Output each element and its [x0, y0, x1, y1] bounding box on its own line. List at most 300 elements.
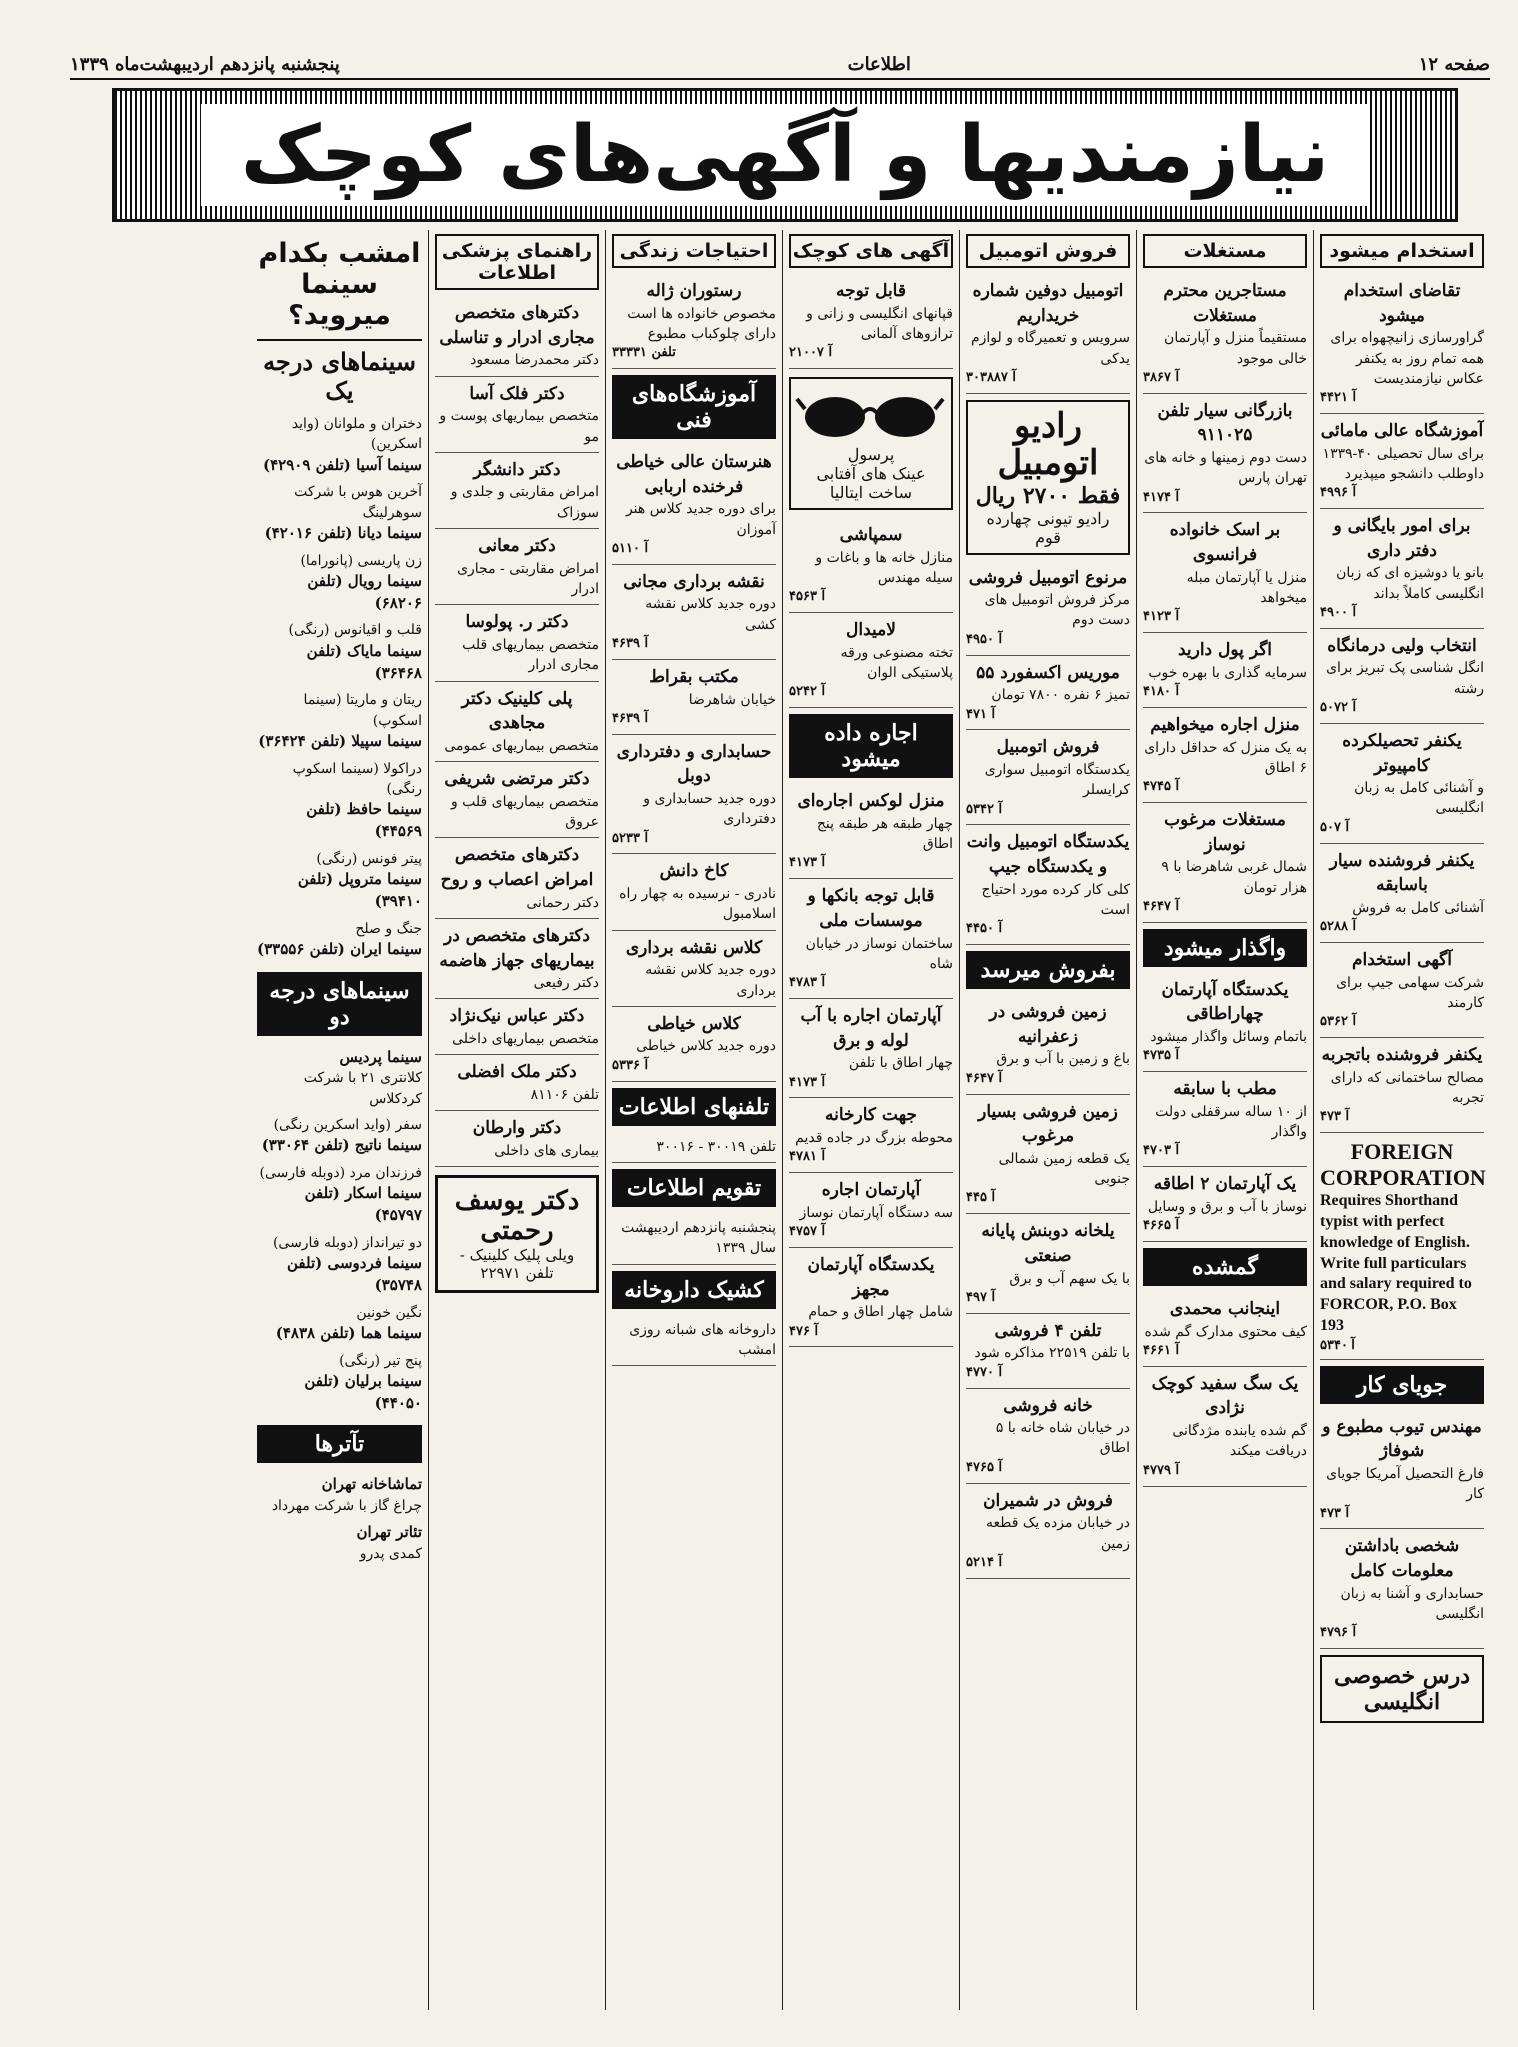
ad-text: منازل خانه ها و باغات و سیله مهندس: [815, 549, 953, 587]
cinema-listing: [257, 1300, 422, 1348]
doctor-listing: [435, 762, 599, 838]
ad-title: یکنفر تحصیلکرده کامپیوتر: [1342, 730, 1462, 776]
ad-ref: آ ۴۷۷۰: [966, 1364, 1003, 1380]
ad-text: بیماری های داخلی: [494, 1143, 599, 1159]
section-heading-job-seekers: جویای کار: [1320, 1366, 1484, 1404]
ad-ref: آ ۴۹۹۶: [1320, 485, 1357, 501]
cinema-listing: [257, 1044, 422, 1112]
doctor-listing: [435, 999, 599, 1055]
film-text: نگین خونین: [356, 1304, 422, 1321]
ad-title: مطب با سابقه: [1173, 1079, 1277, 1100]
ad-text: نادری - نرسیده به چهار راه اسلامبول: [619, 886, 776, 923]
film-text: دراکولا (سینما اسکوپ رنگی): [292, 760, 422, 797]
ad-ref: آ ۴۷۶۵: [966, 1459, 1003, 1475]
ad-ref: آ ۴۴۲۱: [1320, 390, 1357, 406]
section-heading-technical-schools: آموزشگاه‌های فنی: [612, 375, 776, 439]
classified-ad: [789, 879, 953, 999]
cinema-name: سینما مایاک (تلفن ۳۶۴۶۸): [306, 641, 422, 682]
doctor-listing: [435, 453, 599, 529]
ad-text: چهار اطاق با تلفن: [848, 1055, 953, 1072]
second-class-cinemas-heading: سینماهای درجه دو: [257, 972, 422, 1036]
ad-title: یلخانه دوبنش پایانه صنعتی: [981, 1221, 1115, 1266]
column-cinemas: [251, 230, 428, 2010]
ad-title: یکدستگاه اتومبیل وانت و یکدستگاه جیپ: [966, 832, 1130, 878]
column-small-ads: [782, 230, 959, 2010]
classified-ad: [612, 854, 776, 930]
ad-title: آپارتمان اجاره: [821, 1180, 921, 1201]
classified-ad: [1320, 1410, 1484, 1530]
ad-text: متخصص بیماریهای قلب مجاری ادرار: [462, 636, 599, 674]
cinema-name: سینما ناتیج (تلفن ۳۳۰۶۴): [261, 1136, 422, 1155]
page-header: [70, 50, 1490, 80]
column-heading: فروش اتومبیل: [966, 234, 1130, 268]
film-text: ریتان و ماریتا (سینما اسکوپ): [303, 692, 422, 729]
ad-title: یک سگ سفید کوچک نژادی: [1151, 1373, 1299, 1419]
classified-ad: [966, 1214, 1130, 1313]
ad-title: حسابداری و دفترداری دوبل: [616, 741, 772, 787]
ad-title: کاخ دانش: [659, 861, 729, 882]
ad-text: سه دستگاه آپارتمان نوساز: [799, 1204, 953, 1221]
banner-title: نیازمندیها و آگهی‌های کوچک: [201, 104, 1369, 206]
ad-title: دکتر عباس نیک‌نژاد: [449, 1006, 585, 1027]
ad-ref: آ ۴۶۴۷: [966, 1070, 1003, 1086]
ad-text: امراض مقاربتی و جلدی و سوزاک: [450, 484, 599, 521]
section-heading-lost: گمشده: [1143, 1248, 1307, 1286]
ad-ref: آ ۴۶۳۹: [612, 636, 649, 652]
calendar-entry: [612, 1213, 776, 1265]
doctor-listing: [435, 838, 599, 919]
newspaper-name: اطلاعات: [847, 53, 911, 75]
ad-title: قابل توجه: [836, 281, 906, 301]
cinema-listing: [257, 1160, 422, 1230]
ad-title: آموزشگاه عالی مامائی: [1320, 421, 1484, 442]
ad-title: درس خصوصی انگلیسی: [1334, 1663, 1470, 1716]
play-text: کمدی پدرو: [359, 1546, 422, 1563]
classified-ad: [966, 1389, 1130, 1484]
section-heading-phones: تلفنهای اطلاعات: [612, 1088, 776, 1126]
ad-text: شرکت سهامی جیپ برای کارمند: [1336, 974, 1484, 1011]
theater-name: تئاتر تهران: [356, 1523, 422, 1542]
ad-ref: آ ۵۳۳۶: [612, 1057, 649, 1073]
film-text: فرزندان مرد (دوبله فارسی): [259, 1164, 422, 1181]
ad-ref: آ ۴۶۴۷: [1143, 898, 1180, 914]
ad-text: سرویس و تعمیرگاه و لوازم یدکی: [970, 330, 1130, 367]
classified-ad: [612, 1007, 776, 1082]
ad-ref: آ ۴۱۲۳: [1143, 609, 1180, 625]
column-real-estate: [1136, 230, 1313, 2010]
ad-text: شمال غربی شاهرضا با ۹ هزار تومان: [1161, 859, 1307, 896]
ad-text: برای دوره جدید کلاس هنر آموزان: [625, 501, 776, 538]
ad-text: دکتر رحمانی: [526, 894, 599, 911]
ad-title: دکترهای متخصص در بیماریهای جهاز هاضمه: [439, 925, 595, 971]
doctor-name: دکتر یوسف رحمتی: [454, 1186, 580, 1247]
ad-ref: آ ۴۷۹۶: [1320, 1625, 1357, 1641]
film-text: دختران و ملوانان (واید اسکرین): [291, 416, 422, 453]
pharmacy-text: داروخانه های شبانه روزی امشب: [629, 1321, 776, 1358]
ad-ref: آ ۴۱۷۳: [789, 855, 826, 871]
ad-text: در خیابان شاه خانه با ۵ اطاق: [995, 1420, 1130, 1457]
ad-text: به یک منزل که حداقل دارای ۶ اطاق: [1144, 739, 1307, 776]
cinema-listing: [257, 479, 422, 547]
ad-title: یکدستگاه آپارتمان چهاراطاقی: [1161, 979, 1289, 1025]
ad-text: کلی کار کرده مورد احتیاج است: [981, 881, 1130, 919]
ad-title: دکترهای متخصص امراض اعصاب و روح: [440, 845, 594, 890]
film-text: پنج تیر (رنگی): [339, 1352, 422, 1369]
ad-text: باغ و زمین با آب و برق: [996, 1051, 1130, 1068]
ad-text: قپانهای انگلیسی و زانی و ترازوهای آلمانی: [806, 305, 953, 342]
ad-text: با یک سهم آب و برق: [1009, 1270, 1130, 1287]
ad-text: یکدستگاه اتومبیل سواری کرایسلر: [984, 762, 1130, 799]
classified-ad: [1143, 394, 1307, 514]
theater-listing: [257, 1519, 422, 1567]
classified-ad: [612, 274, 776, 369]
ad-ref: آ ۵۳۶۲: [1320, 1014, 1357, 1030]
ad-text: فارغ التحصیل آمریکا جویای کار: [1326, 1466, 1484, 1503]
classified-ad: [1143, 1167, 1307, 1242]
ad-title: آپارتمان اجاره با آب لوله و برق: [800, 1006, 942, 1051]
column-life-needs: [605, 230, 782, 2010]
classified-ad: [1320, 1529, 1484, 1649]
ad-ref: آ ۵۲۴۲: [789, 684, 826, 700]
cinema-name: سینما فردوسی (تلفن ۳۵۷۴۸): [287, 1254, 422, 1294]
film-text: آخرین هوس با شرکت سوهرلینگ: [294, 484, 422, 521]
classified-ad: [1143, 1292, 1307, 1367]
section-heading-transfer: واگذار میشود: [1143, 929, 1307, 967]
ad-title: یکنفر فروشنده باتجربه: [1321, 1045, 1483, 1066]
classified-ad: [1320, 943, 1484, 1038]
ad-text: متخصص بیماریهای قلب و عروق: [450, 793, 599, 831]
ad-title: مستغلات مرغوب نوساز: [1164, 810, 1286, 855]
ad-title: موریس اکسفورد ۵۵: [976, 662, 1120, 683]
ad-title: یکنفر فروشنده سیار باسابقه: [1329, 850, 1475, 896]
cinema-name: سینما سپیلا (تلفن ۳۶۴۲۴): [258, 731, 422, 750]
ad-title: اینجانب محمدی: [1169, 1299, 1281, 1320]
pharmacy-entry: [612, 1315, 776, 1367]
ad-text: متخصص بیماریهای پوست و مو: [439, 408, 599, 445]
section-heading-calendar: تقویم اطلاعات: [612, 1169, 776, 1207]
ad-ref: آ ۵۲۳۳: [612, 830, 649, 846]
classified-ad: [966, 995, 1130, 1094]
ad-text: و آشنائی کامل به زبان انگلیسی: [1354, 780, 1484, 817]
section-heading-for-sale: بفروش میرسد: [966, 951, 1130, 989]
classified-ad: [1320, 724, 1484, 844]
ad-title: قابل توجه بانکها و موسسات ملی: [807, 886, 935, 931]
ad-ref: آ ۵۳۴۲: [966, 801, 1003, 817]
classified-ad: [966, 656, 1130, 731]
ad-title: مرنوع اتومبیل فروشی: [968, 567, 1128, 588]
ad-ref: آ ۴۹۵۰: [966, 631, 1003, 647]
ad-text: دوره جدید کلاس نقشه برداری: [645, 962, 776, 999]
ad-ref: آ ۴۱۸۰: [1143, 684, 1180, 700]
classified-ad: [789, 1248, 953, 1347]
ad-ref: آ ۴۷۴۵: [1143, 779, 1180, 795]
newspaper-page: [70, 50, 1490, 2020]
ad-ref: آ ۴۷۵۷: [789, 1224, 826, 1240]
ad-ref: آ ۳۸۶۷: [1143, 369, 1180, 385]
ad-ref: آ ۴۵۶۳: [789, 589, 826, 605]
car-radio-title: رادیو اتومبیل: [997, 405, 1099, 484]
classified-ad: [1143, 803, 1307, 923]
classified-ad: [1143, 513, 1307, 633]
ad-ref: آ ۵۰۷: [1320, 819, 1350, 835]
doctor-details: ویلی پلیک کلینیک - تلفن ۲۲۹۷۱: [459, 1246, 575, 1283]
ad-title: دکتر وارطان: [472, 1118, 562, 1139]
classified-ad: [1320, 629, 1484, 724]
film-text: جنگ و صلح: [355, 920, 422, 937]
ad-title: اتومبیل دوفین شماره خریداریم: [972, 281, 1124, 326]
ad-ref: آ ۴۹۰۰: [1320, 604, 1357, 620]
ad-ref: تلفن ۳۳۳۳۱: [612, 345, 676, 361]
ad-text: نوساز با آب و برق و وسایل: [1147, 1198, 1307, 1215]
ad-title: خانه فروشی: [1003, 1395, 1093, 1416]
classified-ad: [966, 1095, 1130, 1215]
ad-text: خیابان شاهرضا: [688, 691, 776, 708]
classified-ad: [612, 735, 776, 855]
ad-title: منزل اجاره میخواهیم: [1150, 714, 1300, 735]
ad-ref: آ ۴۶۳۹: [612, 710, 649, 726]
column-heading: احتیاجات زندگی: [612, 234, 776, 268]
foreign-ad-body: Requires Shorthand typist with perfect knowledge of English. Write full particulars and salary required to FORCOR, P.O. Box 193: [1320, 1192, 1472, 1334]
doctor-listing: [435, 296, 599, 377]
classified-ad: [789, 999, 953, 1098]
page-number: صفحه ۱۲: [1418, 53, 1490, 75]
ad-title: مستاجرین محترم مستغلات: [1163, 281, 1287, 326]
phone-text: تلفن ۳۰۰۱۹ - ۳۰۰۱۶: [656, 1138, 776, 1155]
ad-title: تلفن ۴ فروشی: [994, 1320, 1102, 1341]
doctor-listing: [435, 1055, 599, 1111]
ad-ref: آ ۴۱۷۴: [1143, 489, 1180, 505]
cinema-name: سینما آسیا (تلفن ۴۲۹۰۹): [262, 455, 422, 474]
classified-ad: [1320, 274, 1484, 414]
column-heading: آگهی های کوچک: [789, 234, 953, 268]
foreign-corporation-ad: [1320, 1133, 1484, 1360]
classified-ad: [789, 518, 953, 613]
doctor-listing: [435, 682, 599, 763]
classified-ad: [966, 1484, 1130, 1579]
ad-text: متخصص بیماریهای داخلی: [452, 1031, 599, 1048]
ad-text: متخصص بیماریهای عمومی: [444, 737, 599, 754]
classified-ad: [612, 445, 776, 565]
ad-title: سمپاشی: [839, 525, 903, 546]
ad-text: منزل یا آپارتمان مبله میخواهد: [1186, 569, 1307, 607]
sunglasses-ad: [789, 377, 953, 510]
ad-text: باتمام وسائل واگذار میشود: [1150, 1029, 1307, 1046]
ad-title: شخصی باداشتن معلومات کامل: [1344, 1536, 1460, 1582]
ad-ref: آ ۴۴۵: [966, 1190, 996, 1206]
classified-ad: [1320, 1038, 1484, 1133]
doctor-listing: [435, 529, 599, 605]
ad-text: کیف محتوی مدارک گم شده: [1144, 1323, 1307, 1340]
ad-text: شامل چهار اطاق و حمام: [808, 1304, 953, 1321]
classified-ad: [789, 613, 953, 708]
ad-text: گراورسازی زانیچهواه برای همه تمام روز به یکنفر عکاس نیازمندیست: [1330, 330, 1484, 387]
ad-text: تخته مصنوعی ورقه پلاستیکی الوان: [840, 644, 953, 682]
classified-ad: [1143, 1072, 1307, 1167]
ad-title: مکتب بقراط: [649, 666, 739, 687]
ad-title: آگهی استخدام: [1352, 950, 1452, 971]
ad-text: با تلفن ۲۲۵۱۹ مذاکره شود: [974, 1345, 1130, 1362]
ad-title: دکترهای متخصص مجاری ادرار و تناسلی: [439, 303, 595, 348]
car-radio-subtitle: رادیو تیونی چهارده قوم: [986, 508, 1110, 547]
ad-title: دکتر ملک افضلی: [457, 1062, 577, 1083]
ad-text: آشنائی کامل به فروش: [1352, 899, 1484, 916]
ad-text: گم شده یابنده مژدگانی دریافت میکند: [1172, 1423, 1307, 1460]
ad-text: دوره جدید حسابداری و دفترداری: [643, 790, 776, 828]
ad-title: یک آپارتمان ۲ اطاقه: [1153, 1174, 1297, 1195]
ad-text: مخصوص خانواده ها است دارای چلوکباب مطبوع: [627, 305, 776, 342]
classified-ad: [966, 561, 1130, 656]
ad-ref: آ ۴۷۶: [789, 1323, 819, 1339]
theater-name: تماشاخانه تهران: [321, 1475, 422, 1494]
classified-ad: [1143, 1367, 1307, 1487]
theaters-heading: تآترها: [257, 1425, 422, 1463]
cinema-name: سینما پردیس: [339, 1047, 422, 1066]
classified-ad: [612, 565, 776, 660]
ad-title: دکتر دانشگر: [473, 459, 561, 480]
ad-title: دکتر فلک آسا: [469, 383, 565, 404]
ad-ref: آ ۴۷۳: [1320, 1505, 1350, 1521]
classifieds-columns: [70, 230, 1490, 2010]
ad-text: امراض مقاربتی - مجاری ادرار: [457, 560, 599, 597]
calendar-text: پنجشنبه پانزدهم اردیبهشت سال ۱۳۳۹: [621, 1219, 776, 1257]
classified-ad: [789, 1173, 953, 1248]
film-text: سفر (واید اسکرین رنگی): [273, 1116, 422, 1133]
cinema-listing: [257, 687, 422, 755]
classified-ad: [966, 825, 1130, 945]
car-radio-ad: [966, 400, 1130, 555]
classified-ad: [966, 730, 1130, 825]
ad-text: برای سال تحصیلی ۴۰-۱۳۳۹ داوطلب دانشجو میپذیرد: [1322, 445, 1484, 482]
ad-title: دکتر ر. پولوسا: [465, 612, 569, 633]
ad-title: زمین فروشی در زعفرانیه: [989, 1002, 1107, 1047]
ad-ref: آ ۵۰۷۲: [1320, 700, 1357, 716]
ad-title: کلاس نقشه برداری: [625, 937, 763, 958]
ad-title: یکدستگاه آپارتمان مجهز: [807, 1255, 935, 1300]
ad-ref: آ ۴۷۰۳: [1143, 1143, 1180, 1159]
foreign-ad-title: FOREIGN CORPORATION: [1320, 1139, 1486, 1191]
cinema-name: سینما اسکار (تلفن ۴۵۷۹۷): [304, 1184, 422, 1224]
cinema-name: سینما رویال (تلفن ۶۸۲۰۶): [307, 571, 422, 612]
cinema-name: سینما متروپل (تلفن ۳۹۴۱۰): [297, 870, 422, 910]
ad-ref: آ ۵۱۱۰: [612, 540, 649, 556]
film-text: زن پاریسی (پانوراما): [300, 552, 422, 569]
ad-title: بازرگانی سیار تلفن ۹۱۱۰۲۵: [1157, 400, 1293, 446]
cinema-listing: [257, 617, 422, 687]
cinema-listing: [257, 1348, 422, 1418]
ad-text: بانو یا دوشیزه ای که زبان انگلیسی کاملاً بداند: [1336, 565, 1484, 602]
sunglasses-brand: پرسول: [847, 445, 895, 465]
ad-text: مرکز فروش اتومبیل های دست دوم: [984, 592, 1130, 629]
ad-ref: آ ۲۱۰۰۷: [789, 345, 833, 361]
ad-text: دکتر محمدرضا مسعود: [470, 352, 599, 369]
column-heading: راهنمای پزشکی اطلاعات: [435, 234, 599, 290]
classified-ad: [1143, 633, 1307, 708]
ad-ref: آ ۴۷۸۱: [789, 1149, 826, 1165]
ad-title: فروش در شمیران: [983, 1490, 1113, 1511]
ad-ref: آ ۴۷۱: [966, 706, 996, 722]
classifieds-banner: [112, 88, 1458, 222]
ad-ref: آ ۴۴۵۰: [966, 921, 1003, 937]
theater-listing: [257, 1471, 422, 1519]
ad-text: حسابداری و آشنا به زبان انگلیسی: [1340, 1585, 1484, 1623]
classified-ad: [1143, 274, 1307, 394]
doctor-listing: [435, 1111, 599, 1167]
classified-ad: [789, 784, 953, 879]
ad-title: زمین فروشی بسیار مرغوب: [978, 1101, 1118, 1147]
private-english-lessons-ad: [1320, 1655, 1484, 1723]
classified-ad: [1320, 414, 1484, 509]
ad-text: دوره جدید کلاس نقشه کشی: [645, 596, 776, 633]
ad-ref: آ ۳۰۳۸۸۷: [966, 369, 1017, 385]
ad-title: تقاضای استخدام میشود: [1343, 281, 1461, 326]
classified-ad: [1320, 509, 1484, 629]
ad-text: مصالح ساختمانی که دارای تجربه: [1330, 1069, 1484, 1107]
ad-ref: آ ۵۲۱۴: [966, 1554, 1003, 1570]
column-employment: [1313, 230, 1490, 2010]
ad-text: تلفن ۸۱۱۰۶: [530, 1087, 599, 1104]
ad-title: دکتر مرتضی شریفی: [444, 769, 590, 790]
ad-title: اگر پول دارید: [1177, 640, 1273, 661]
phone-list: [612, 1132, 776, 1163]
ad-text: دوره جدید کلاس خیاطی: [636, 1038, 776, 1055]
ad-title: رستوران ژاله: [646, 281, 742, 301]
ad-title: انتخاب ولیی درمانگاه: [1327, 635, 1477, 656]
cinema-listing: [257, 548, 422, 618]
ad-ref: آ ۵۲۸۸: [1320, 919, 1357, 935]
ad-title: جهت کارخانه: [825, 1105, 917, 1126]
sunglasses-text: عینک های آفتابی ساخت ایتالیا: [816, 464, 926, 503]
section-heading-pharmacy: کشیک داروخانه: [612, 1271, 776, 1309]
cinema-name: سینما حافظ (تلفن ۴۴۵۶۹): [306, 800, 422, 840]
cinema-listing: [257, 916, 422, 964]
ad-title: مهندس تیوب مطبوع و شوفاژ: [1322, 1416, 1482, 1462]
ad-title: برای امور بایگانی و دفتر داری: [1333, 516, 1471, 561]
classified-ad: [966, 274, 1130, 394]
ad-title: منزل لوکس اجاره‌ای: [797, 791, 945, 812]
cinema-listing: [257, 756, 422, 846]
ad-ref: آ ۴۹۷: [966, 1289, 996, 1305]
cinema-name: سینما ایران (تلفن ۳۳۵۵۶): [257, 939, 422, 958]
classified-ad: [789, 1098, 953, 1173]
film-text: قلب و اقیانوس (رنگی): [288, 622, 422, 639]
ad-text: مستقیماً منزل و آپارتمان خالی موجود: [1164, 330, 1307, 367]
film-text: پیتر فونس (رنگی): [316, 850, 422, 867]
column-car-sales: [959, 230, 1136, 2010]
cinema-name: سینما برلیان (تلفن ۴۴۰۵۰): [304, 1371, 422, 1412]
play-text: چراغ گاز با شرکت مهرداد: [271, 1498, 422, 1515]
classified-ad: [1143, 708, 1307, 803]
ad-ref: آ ۴۶۶۵: [1143, 1218, 1180, 1234]
classified-ad: [966, 1314, 1130, 1389]
ad-text: در خیابان مزده یک قطعه زمین: [985, 1515, 1130, 1552]
ad-text: چهار طبقه هر طبقه پنج اطاق: [816, 815, 953, 853]
cinema-name: سینما دیانا (تلفن ۴۲۰۱۶): [264, 523, 422, 542]
ad-ref: آ ۴۱۷۳: [789, 1074, 826, 1090]
ad-ref: آ ۴۷۳: [1320, 1109, 1350, 1125]
cinema-headline: امشب بکدام سینما میروید؟: [257, 234, 422, 341]
ad-ref: آ ۵۳۴۰: [1320, 1336, 1355, 1352]
ad-title: پلی کلینیک دکتر مجاهدی: [461, 688, 573, 734]
film-text: کلانتری ۲۱ با شرکت کردکلاس: [303, 1070, 422, 1107]
ad-title: هنرستان عالی خیاطی فرخنده اربابی: [616, 452, 772, 497]
ad-ref: آ ۴۷۳۵: [1143, 1048, 1180, 1064]
classified-ad: [1143, 973, 1307, 1072]
doctor-listing: [435, 919, 599, 1000]
doctor-listing: [435, 605, 599, 681]
ad-text: از ۱۰ ساله سرقفلی دولت واگذار: [1155, 1103, 1307, 1141]
cinema-listing: [257, 1230, 422, 1300]
cinema-listing: [257, 411, 422, 479]
